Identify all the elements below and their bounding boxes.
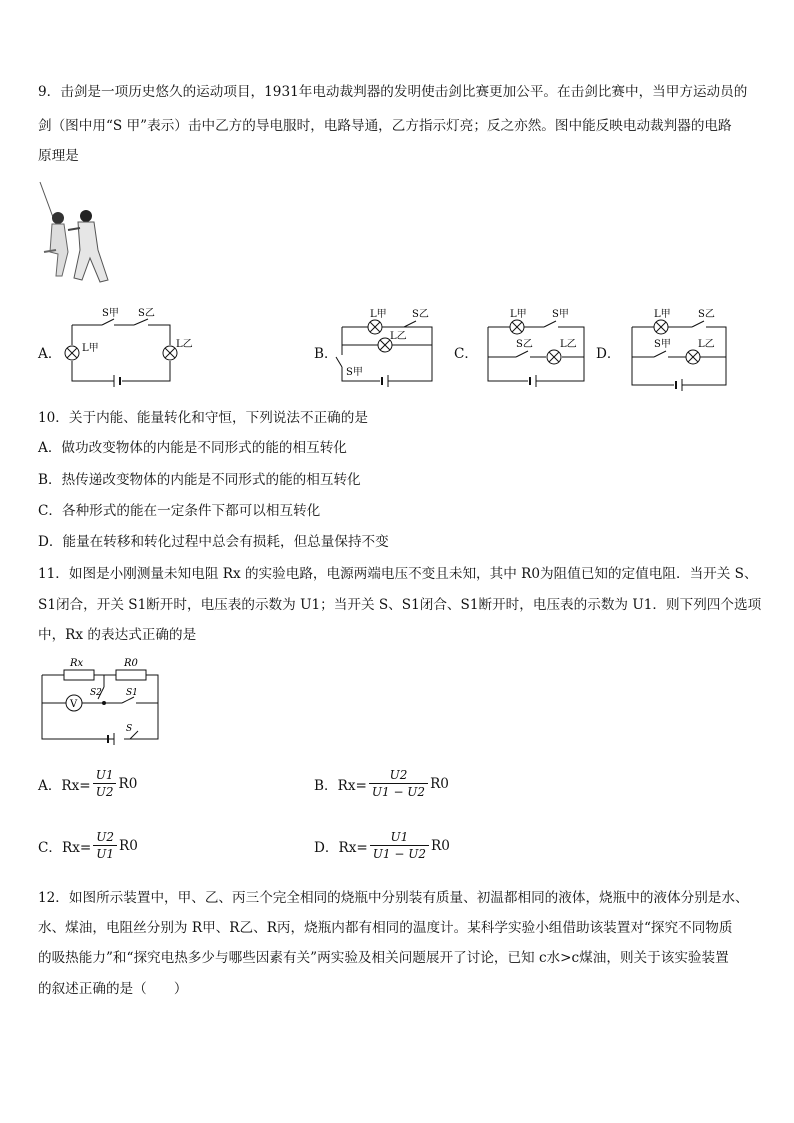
q9-stem-line3: 原理是 [38, 148, 79, 164]
q11-s1-label: S1 [126, 688, 138, 698]
q9a-l-jia: L甲 [82, 343, 99, 354]
q11-option-a [38, 768, 137, 799]
q11-r0-label: R0 [124, 658, 138, 669]
q9b-l-jia: L甲 [370, 309, 387, 320]
q9a-l-yi: L乙 [176, 339, 193, 350]
q9b-s-jia: S甲 [346, 367, 363, 378]
q11b-den: U1 − U2 [369, 783, 428, 799]
q9b-l-yi: L乙 [390, 331, 407, 342]
q9-option-d-label: D． [596, 346, 621, 362]
q9b-s-yi: S乙 [412, 309, 429, 320]
q12-stem-line4: 的叙述正确的是（ ） [38, 981, 188, 997]
q11-s-label: S [126, 724, 133, 734]
q9-circuit-c [480, 305, 590, 387]
q11a-suffix: R0 [118, 775, 138, 792]
q9c-l-yi: L乙 [560, 339, 577, 350]
q12-stem-line2: 水、煤油，电阻丝分别为 R甲、R乙、R丙，烧瓶内都有相同的温度计。某科学实验小组借助该装置对“探究不同物质 [38, 920, 733, 936]
q9-circuit-b [332, 305, 442, 387]
q11-s2-label: S2 [90, 688, 102, 698]
q11c-prefix: C．Rx= [38, 839, 92, 856]
q11-stem-line3: 中，Rx 的表达式正确的是 [38, 627, 197, 643]
q11-option-d [314, 830, 450, 861]
q10-option-c: C．各种形式的能在一定条件下都可以相互转化 [38, 503, 321, 519]
q11a-prefix: A．Rx= [38, 777, 91, 794]
q11-option-c [38, 830, 138, 861]
q9-circuit-d [626, 305, 736, 391]
q9c-s-yi: S乙 [516, 339, 533, 350]
q11-circuit [38, 655, 162, 747]
q11-stem-line1: 11．如图是小刚测量未知电阻 Rx 的实验电路，电源两端电压不变且未知，其中 R0为阻值已知的定值电阻．当开关 S、 [38, 566, 758, 582]
q11c-suffix: R0 [119, 837, 138, 854]
q9c-s-jia: S甲 [552, 309, 569, 320]
q9d-s-yi: S乙 [698, 309, 715, 320]
q12-stem-line1: 12．如图所示装置中，甲、乙、丙三个完全相同的烧瓶中分别装有质量、初温都相同的液体，烧瓶中的液体分别是水、 [38, 890, 749, 906]
q11c-num: U2 [96, 830, 115, 844]
q11b-num: U2 [389, 768, 408, 782]
q11-v-label: V [70, 699, 78, 710]
q11c-den: U1 [93, 845, 117, 861]
q10-stem: 10．关于内能、能量转化和守恒，下列说法不正确的是 [38, 410, 368, 426]
q12-stem-line3: 的吸热能力”和“探究电热多少与哪些因素有关”两实验及相关问题展开了讨论，已知 c水>c煤油，则关于该实验装置 [38, 950, 729, 966]
q9c-l-jia: L甲 [510, 309, 527, 320]
q9-circuit-a [62, 305, 193, 387]
q11-rx-label: Rx [70, 658, 84, 669]
q11a-num: U1 [95, 768, 114, 782]
q9d-l-jia: L甲 [654, 309, 671, 320]
q11-stem-line2: S1闭合，开关 S1断开时，电压表的示数为 U1；当开关 S、S1闭合、S1断开时，电压表的示数为 U1．则下列四个选项 [38, 597, 762, 613]
q9-stem-line1: 9．击剑是一项历史悠久的运动项目，1931年电动裁判器的发明使击剑比赛更加公平。在击剑比赛中，当甲方运动员的 [38, 84, 748, 100]
q10-option-a: A．做功改变物体的内能是不同形式的能的相互转化 [38, 440, 347, 456]
q11a-den: U2 [93, 783, 117, 799]
q9-option-a-label: A． [38, 346, 62, 362]
q9d-s-jia: S甲 [654, 339, 671, 350]
q10-option-b: B．热传递改变物体的内能是不同形式的能的相互转化 [38, 472, 361, 488]
q11d-num: U1 [390, 830, 409, 844]
q9-option-c-label: C． [454, 346, 478, 362]
q11d-den: U1 − U2 [370, 845, 429, 861]
q9-stem-line2: 剑（图中用“S 甲”表示）击中乙方的导电服时，电路导通，乙方指示灯亮；反之亦然。图中能反映电动裁判器的电路 [38, 118, 732, 134]
fencing-photo [34, 180, 114, 290]
q11d-prefix: D．Rx= [314, 839, 368, 856]
q9a-s-jia: S甲 [102, 308, 119, 319]
q11-option-b [314, 768, 449, 799]
q9a-s-yi: S乙 [138, 308, 155, 319]
q11b-prefix: B．Rx= [314, 777, 367, 794]
q9d-l-yi: L乙 [698, 339, 715, 350]
q11d-suffix: R0 [430, 837, 450, 854]
q10-option-d: D．能量在转移和转化过程中总会有损耗，但总量保持不变 [38, 534, 389, 550]
q11b-suffix: R0 [430, 775, 449, 792]
q9-option-b-label: B． [314, 346, 338, 362]
